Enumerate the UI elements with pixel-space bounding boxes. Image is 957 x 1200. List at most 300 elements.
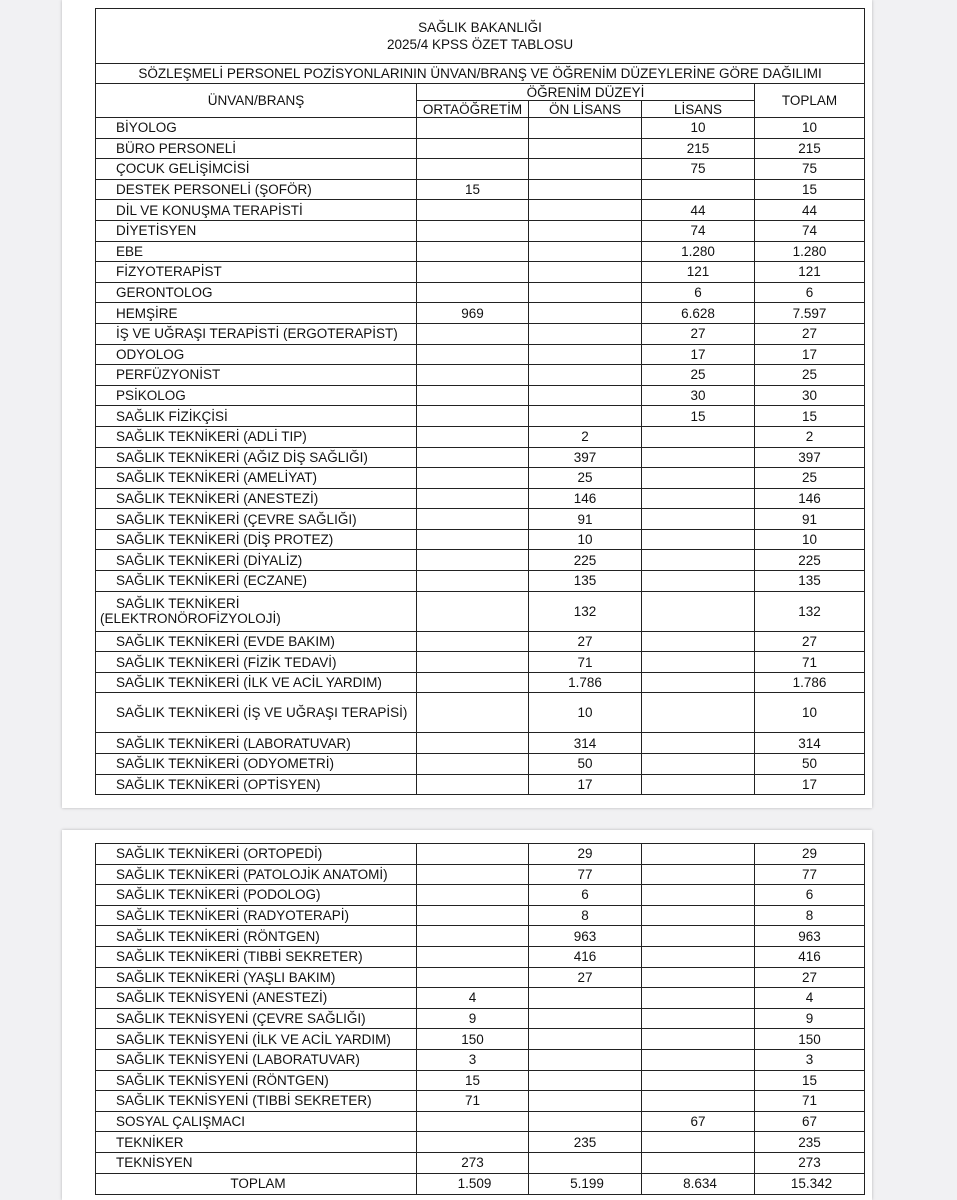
cell-secondary: [417, 885, 529, 906]
cell-total: 71: [755, 652, 865, 673]
cell-secondary: 3: [417, 1049, 529, 1070]
cell-secondary: [417, 550, 529, 571]
cell-secondary: [417, 591, 529, 631]
cell-associate: 135: [529, 571, 642, 592]
table-row: [96, 926, 865, 947]
cell-bachelor: [642, 652, 755, 673]
row-title: SAĞLIK TEKNİKERİ (ÇEVRE SAĞLIĞI): [96, 509, 417, 530]
cell-total: 10: [755, 693, 865, 733]
cell-secondary: [417, 344, 529, 365]
cell-total: 132: [755, 591, 865, 631]
cell-secondary: [417, 241, 529, 262]
table-row: [96, 529, 865, 550]
cell-total: 44: [755, 200, 865, 221]
table-row: [96, 733, 865, 754]
table-row: [96, 1049, 865, 1070]
cell-bachelor: 44: [642, 200, 755, 221]
cell-secondary: 15: [417, 179, 529, 200]
row-title: SAĞLIK TEKNİKERİ (RADYOTERAPİ): [96, 905, 417, 926]
cell-bachelor: [642, 426, 755, 447]
table-row: [96, 1132, 865, 1153]
cell-associate: 132: [529, 591, 642, 631]
cell-bachelor: [642, 509, 755, 530]
cell-total: 1.786: [755, 672, 865, 693]
table-row: [96, 967, 865, 988]
cell-bachelor: 17: [642, 344, 755, 365]
cell-bachelor: 1.280: [642, 241, 755, 262]
cell-secondary: [417, 406, 529, 427]
cell-bachelor: [642, 864, 755, 885]
cell-bachelor: 30: [642, 385, 755, 406]
header-title-branch: ÜNVAN/BRANŞ: [96, 84, 417, 118]
cell-total: 963: [755, 926, 865, 947]
cell-bachelor: [642, 468, 755, 489]
cell-total: 27: [755, 323, 865, 344]
cell-secondary: [417, 652, 529, 673]
row-title: PERFÜZYONİST: [96, 365, 417, 386]
table-row: [96, 550, 865, 571]
cell-secondary: [417, 509, 529, 530]
cell-secondary: [417, 926, 529, 947]
cell-total: 1.280: [755, 241, 865, 262]
cell-secondary: [417, 946, 529, 967]
cell-total: 27: [755, 967, 865, 988]
cell-associate: 50: [529, 754, 642, 775]
cell-total: 17: [755, 774, 865, 795]
cell-bachelor: 215: [642, 138, 755, 159]
table-row: [96, 241, 865, 262]
cell-total: 50: [755, 754, 865, 775]
cell-total: 15: [755, 179, 865, 200]
cell-bachelor: [642, 946, 755, 967]
row-title: TEKNİKER: [96, 1132, 417, 1153]
table-row: [96, 631, 865, 652]
cell-associate: [529, 1070, 642, 1091]
row-title: FİZYOTERAPİST: [96, 262, 417, 283]
cell-bachelor: [642, 733, 755, 754]
cell-bachelor: [642, 529, 755, 550]
cell-total: 17: [755, 344, 865, 365]
cell-secondary: 969: [417, 303, 529, 324]
row-title: SAĞLIK TEKNİKERİ (YAŞLI BAKIM): [96, 967, 417, 988]
cell-bachelor: [642, 844, 755, 865]
cell-bachelor: [642, 447, 755, 468]
table-row: [96, 754, 865, 775]
cell-associate: 963: [529, 926, 642, 947]
table-row: [96, 1008, 865, 1029]
cell-secondary: [417, 200, 529, 221]
cell-bachelor: [642, 1152, 755, 1173]
header-education-level: ÖĞRENİM DÜZEYİ: [417, 84, 755, 101]
document-page-2: [62, 830, 872, 1200]
cell-total: 25: [755, 468, 865, 489]
cell-associate: [529, 138, 642, 159]
table-row: [96, 303, 865, 324]
cell-total: 25: [755, 365, 865, 386]
table-row: [96, 426, 865, 447]
row-title: SAĞLIK TEKNİKERİ (PODOLOG): [96, 885, 417, 906]
cell-total: 91: [755, 509, 865, 530]
table-row: [96, 885, 865, 906]
cell-associate: 29: [529, 844, 642, 865]
cell-secondary: [417, 631, 529, 652]
cell-total: 8: [755, 905, 865, 926]
cell-bachelor: [642, 1049, 755, 1070]
total-secondary: 1.509: [417, 1173, 529, 1194]
cell-associate: 27: [529, 631, 642, 652]
cell-total: 71: [755, 1091, 865, 1112]
cell-associate: [529, 241, 642, 262]
cell-associate: [529, 1152, 642, 1173]
row-title: SAĞLIK TEKNİKERİ (ADLİ TIP): [96, 426, 417, 447]
row-title: BÜRO PERSONELİ: [96, 138, 417, 159]
cell-total: 6: [755, 282, 865, 303]
table-row: [96, 946, 865, 967]
cell-total: 4: [755, 988, 865, 1009]
cell-bachelor: 6.628: [642, 303, 755, 324]
row-title: SAĞLIK TEKNİKERİ (DİYALİZ): [96, 550, 417, 571]
cell-associate: 8: [529, 905, 642, 926]
cell-secondary: 150: [417, 1029, 529, 1050]
cell-secondary: [417, 754, 529, 775]
cell-total: 215: [755, 138, 865, 159]
cell-total: 135: [755, 571, 865, 592]
table-row: [96, 488, 865, 509]
table-row: [96, 385, 865, 406]
total-associate: 5.199: [529, 1173, 642, 1194]
cell-secondary: [417, 967, 529, 988]
summary-table-part-2: [95, 843, 865, 1195]
cell-secondary: [417, 323, 529, 344]
row-title: SAĞLIK TEKNİSYENİ (LABORATUVAR): [96, 1049, 417, 1070]
row-title: HEMŞİRE: [96, 303, 417, 324]
row-title: ODYOLOG: [96, 344, 417, 365]
cell-bachelor: [642, 774, 755, 795]
cell-bachelor: [642, 550, 755, 571]
cell-secondary: 71: [417, 1091, 529, 1112]
cell-secondary: [417, 693, 529, 733]
cell-secondary: [417, 385, 529, 406]
total-bachelor: 8.634: [642, 1173, 755, 1194]
cell-total: 7.597: [755, 303, 865, 324]
cell-associate: [529, 159, 642, 180]
cell-secondary: [417, 118, 529, 139]
table-row: [96, 844, 865, 865]
row-title: ÇOCUK GELİŞİMCİSİ: [96, 159, 417, 180]
cell-total: 121: [755, 262, 865, 283]
cell-total: 6: [755, 885, 865, 906]
cell-associate: 17: [529, 774, 642, 795]
row-title: SAĞLIK TEKNİKERİ (FİZİK TEDAVİ): [96, 652, 417, 673]
cell-associate: [529, 282, 642, 303]
cell-total: 77: [755, 864, 865, 885]
cell-secondary: [417, 1132, 529, 1153]
row-title: SAĞLIK TEKNİSYENİ (TIBBİ SEKRETER): [96, 1091, 417, 1112]
total-label: TOPLAM: [96, 1173, 417, 1194]
cell-bachelor: [642, 672, 755, 693]
cell-total: 146: [755, 488, 865, 509]
cell-secondary: [417, 426, 529, 447]
header-bachelor: LİSANS: [642, 101, 755, 118]
cell-secondary: [417, 1111, 529, 1132]
cell-total: 397: [755, 447, 865, 468]
table-row: [96, 1091, 865, 1112]
row-title: SAĞLIK TEKNİSYENİ (ÇEVRE SAĞLIĞI): [96, 1008, 417, 1029]
cell-total: 3: [755, 1049, 865, 1070]
cell-bachelor: [642, 1029, 755, 1050]
cell-bachelor: 75: [642, 159, 755, 180]
cell-associate: [529, 303, 642, 324]
cell-associate: 25: [529, 468, 642, 489]
cell-secondary: [417, 905, 529, 926]
cell-secondary: [417, 571, 529, 592]
row-title: SAĞLIK TEKNİKERİ (ODYOMETRİ): [96, 754, 417, 775]
row-title: GERONTOLOG: [96, 282, 417, 303]
cell-secondary: [417, 844, 529, 865]
cell-associate: [529, 385, 642, 406]
cell-associate: [529, 323, 642, 344]
table-name: 2025/4 KPSS ÖZET TABLOSU: [386, 37, 574, 52]
cell-secondary: [417, 282, 529, 303]
row-title: SAĞLIK TEKNİKERİ (İŞ VE UĞRAŞI TERAPİSİ): [96, 693, 417, 733]
cell-bachelor: [642, 988, 755, 1009]
cell-bachelor: [642, 1091, 755, 1112]
cell-bachelor: [642, 754, 755, 775]
row-title: BİYOLOG: [96, 118, 417, 139]
row-title: DİYETİSYEN: [96, 220, 417, 241]
cell-bachelor: 15: [642, 406, 755, 427]
table-row: [96, 571, 865, 592]
cell-bachelor: [642, 885, 755, 906]
cell-secondary: [417, 864, 529, 885]
cell-bachelor: 121: [642, 262, 755, 283]
row-title: SAĞLIK TEKNİKERİ (ANESTEZİ): [96, 488, 417, 509]
cell-bachelor: 27: [642, 323, 755, 344]
cell-associate: [529, 988, 642, 1009]
cell-bachelor: [642, 905, 755, 926]
table-row: [96, 468, 865, 489]
table-row: [96, 1029, 865, 1050]
table-subtitle-row: [96, 64, 865, 84]
cell-bachelor: [642, 1132, 755, 1153]
cell-associate: [529, 406, 642, 427]
row-title: SAĞLIK TEKNİKERİ (İLK VE ACİL YARDIM): [96, 672, 417, 693]
row-title: EBE: [96, 241, 417, 262]
cell-total: 10: [755, 118, 865, 139]
cell-total: 273: [755, 1152, 865, 1173]
cell-total: 29: [755, 844, 865, 865]
table-row: [96, 1152, 865, 1173]
cell-bachelor: 10: [642, 118, 755, 139]
total-row: [96, 1173, 865, 1194]
cell-secondary: [417, 733, 529, 754]
row-title: SAĞLIK TEKNİSYENİ (ANESTEZİ): [96, 988, 417, 1009]
cell-associate: 1.786: [529, 672, 642, 693]
cell-bachelor: 74: [642, 220, 755, 241]
cell-secondary: 4: [417, 988, 529, 1009]
table-row: [96, 262, 865, 283]
row-title: SAĞLIK TEKNİSYENİ (İLK VE ACİL YARDIM): [96, 1029, 417, 1050]
cell-total: 27: [755, 631, 865, 652]
cell-associate: 146: [529, 488, 642, 509]
header-secondary: ORTAÖĞRETİM: [417, 101, 529, 118]
cell-associate: [529, 200, 642, 221]
cell-total: 74: [755, 220, 865, 241]
cell-associate: [529, 1029, 642, 1050]
table-row: [96, 864, 865, 885]
row-title: SAĞLIK TEKNİKERİ (EVDE BAKIM): [96, 631, 417, 652]
cell-total: 314: [755, 733, 865, 754]
header-total: TOPLAM: [755, 84, 865, 118]
cell-bachelor: 67: [642, 1111, 755, 1132]
cell-associate: [529, 1111, 642, 1132]
row-title: SAĞLIK TEKNİKERİ (TIBBİ SEKRETER): [96, 946, 417, 967]
table-row: [96, 1111, 865, 1132]
header-associate: ÖN LİSANS: [529, 101, 642, 118]
row-title: SAĞLIK TEKNİKERİ (ORTOPEDİ): [96, 844, 417, 865]
cell-total: 235: [755, 1132, 865, 1153]
cell-bachelor: [642, 1008, 755, 1029]
cell-associate: 314: [529, 733, 642, 754]
cell-associate: [529, 1008, 642, 1029]
cell-bachelor: [642, 926, 755, 947]
row-title: İŞ VE UĞRAŞI TERAPİSTİ (ERGOTERAPİST): [96, 323, 417, 344]
cell-secondary: [417, 529, 529, 550]
table-row: [96, 693, 865, 733]
summary-table-part-1: [95, 8, 865, 795]
cell-associate: 225: [529, 550, 642, 571]
cell-total: 150: [755, 1029, 865, 1050]
table-row: [96, 406, 865, 427]
cell-associate: [529, 262, 642, 283]
row-title: SAĞLIK TEKNİKERİ (LABORATUVAR): [96, 733, 417, 754]
row-title: SAĞLIK TEKNİKERİ (RÖNTGEN): [96, 926, 417, 947]
cell-secondary: [417, 365, 529, 386]
cell-bachelor: [642, 631, 755, 652]
cell-secondary: 15: [417, 1070, 529, 1091]
table-row: [96, 282, 865, 303]
row-title: SAĞLIK TEKNİKERİ (DİŞ PROTEZ): [96, 529, 417, 550]
cell-associate: 6: [529, 885, 642, 906]
table-row: [96, 905, 865, 926]
row-title: SAĞLIK FİZİKÇİSİ: [96, 406, 417, 427]
row-title: DİL VE KONUŞMA TERAPİSTİ: [96, 200, 417, 221]
total-grand: 15.342: [755, 1173, 865, 1194]
cell-secondary: [417, 447, 529, 468]
table-row: [96, 200, 865, 221]
cell-associate: [529, 220, 642, 241]
cell-associate: 71: [529, 652, 642, 673]
cell-bachelor: [642, 967, 755, 988]
cell-bachelor: [642, 591, 755, 631]
cell-secondary: [417, 774, 529, 795]
table-row: [96, 509, 865, 530]
cell-associate: [529, 1091, 642, 1112]
row-title: SAĞLIK TEKNİKERİ (ELEKTRONÖROFİZYOLOJİ): [96, 591, 417, 631]
table-row: [96, 988, 865, 1009]
row-title: PSİKOLOG: [96, 385, 417, 406]
cell-total: 67: [755, 1111, 865, 1132]
table-row: [96, 447, 865, 468]
cell-bachelor: [642, 488, 755, 509]
cell-associate: 27: [529, 967, 642, 988]
row-title: SAĞLIK TEKNİSYENİ (RÖNTGEN): [96, 1070, 417, 1091]
cell-associate: 10: [529, 529, 642, 550]
cell-associate: [529, 1049, 642, 1070]
cell-secondary: [417, 468, 529, 489]
cell-total: 30: [755, 385, 865, 406]
cell-associate: 235: [529, 1132, 642, 1153]
cell-associate: 10: [529, 693, 642, 733]
table-row: [96, 774, 865, 795]
cell-associate: [529, 179, 642, 200]
document-page-1: [62, 0, 872, 808]
cell-total: 10: [755, 529, 865, 550]
cell-bachelor: [642, 1070, 755, 1091]
cell-secondary: [417, 672, 529, 693]
table-row: [96, 1070, 865, 1091]
cell-secondary: [417, 159, 529, 180]
row-title: SAĞLIK TEKNİKERİ (OPTİSYEN): [96, 774, 417, 795]
row-title: DESTEK PERSONELİ (ŞOFÖR): [96, 179, 417, 200]
cell-associate: 416: [529, 946, 642, 967]
row-title: SOSYAL ÇALIŞMACI: [96, 1111, 417, 1132]
table-row: [96, 159, 865, 180]
table-row: [96, 591, 865, 631]
cell-total: 75: [755, 159, 865, 180]
cell-secondary: [417, 262, 529, 283]
cell-total: 416: [755, 946, 865, 967]
table-title-row: [96, 9, 865, 64]
row-title: TEKNİSYEN: [96, 1152, 417, 1173]
cell-total: 225: [755, 550, 865, 571]
table-subtitle: SÖZLEŞMELİ PERSONEL POZİSYONLARININ ÜNVAN/BRANŞ VE ÖĞRENİM DÜZEYLERİNE GÖRE DAĞILIMI: [96, 64, 865, 84]
cell-associate: 91: [529, 509, 642, 530]
table-row: [96, 118, 865, 139]
table-row: [96, 344, 865, 365]
table-row: [96, 365, 865, 386]
table-row: [96, 220, 865, 241]
cell-secondary: 9: [417, 1008, 529, 1029]
table-row: [96, 179, 865, 200]
table-row: [96, 652, 865, 673]
cell-associate: 397: [529, 447, 642, 468]
cell-associate: [529, 118, 642, 139]
cell-bachelor: [642, 693, 755, 733]
table-row: [96, 323, 865, 344]
cell-bachelor: 6: [642, 282, 755, 303]
cell-secondary: [417, 138, 529, 159]
table-row: [96, 672, 865, 693]
cell-total: 15: [755, 1070, 865, 1091]
row-title: SAĞLIK TEKNİKERİ (AMELİYAT): [96, 468, 417, 489]
cell-secondary: [417, 488, 529, 509]
cell-bachelor: [642, 571, 755, 592]
cell-associate: 2: [529, 426, 642, 447]
cell-secondary: [417, 220, 529, 241]
cell-total: 15: [755, 406, 865, 427]
cell-bachelor: [642, 179, 755, 200]
cell-associate: [529, 344, 642, 365]
header-row-1: [96, 84, 865, 101]
row-title: SAĞLIK TEKNİKERİ (PATOLOJİK ANATOMİ): [96, 864, 417, 885]
row-title: SAĞLIK TEKNİKERİ (ECZANE): [96, 571, 417, 592]
cell-associate: 77: [529, 864, 642, 885]
cell-associate: [529, 365, 642, 386]
cell-bachelor: 25: [642, 365, 755, 386]
cell-total: 9: [755, 1008, 865, 1029]
ministry-title: SAĞLIK BAKANLIĞI: [418, 20, 542, 35]
